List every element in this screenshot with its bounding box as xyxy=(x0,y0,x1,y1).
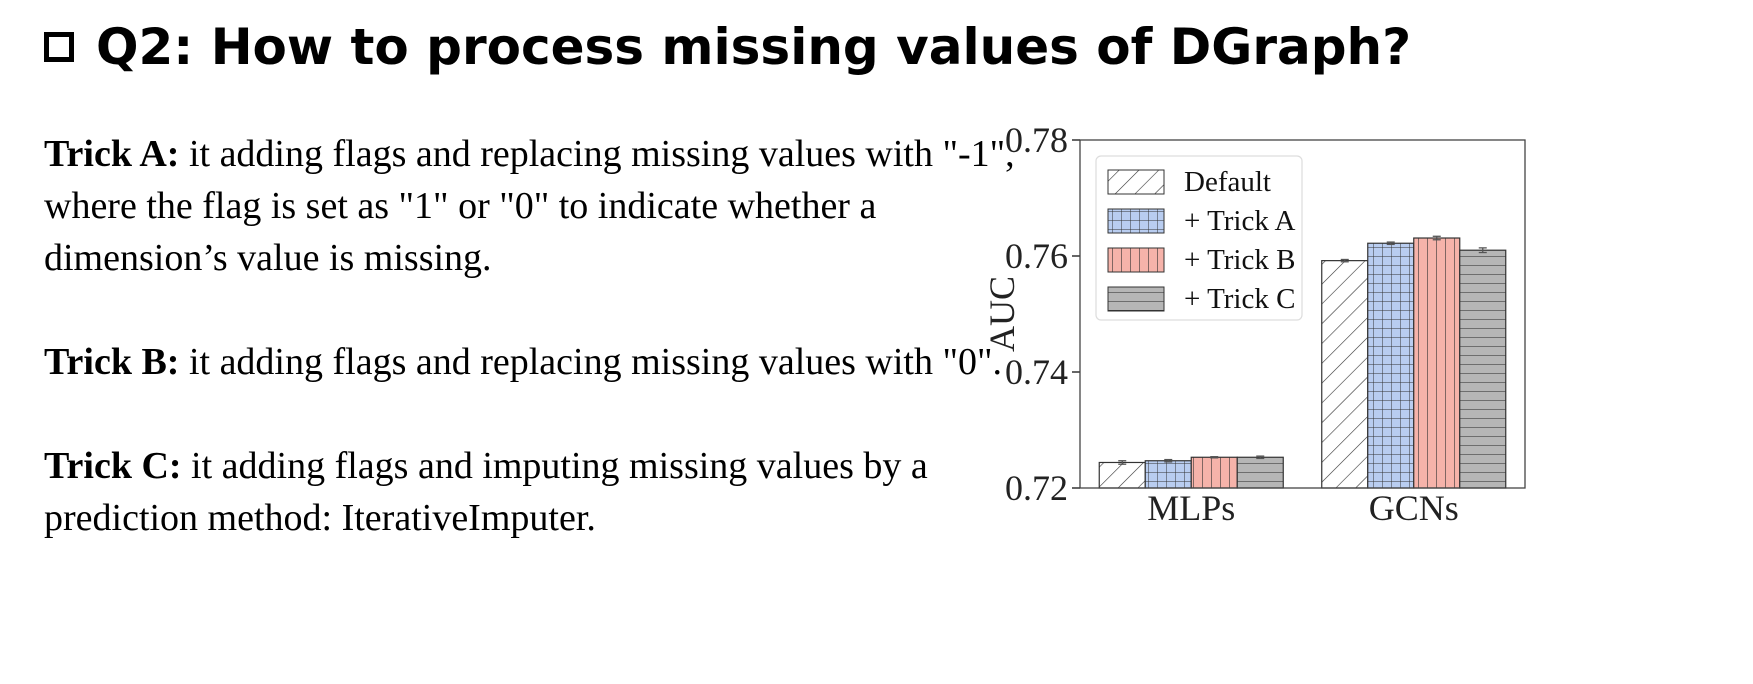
legend-label: + Trick A xyxy=(1184,205,1296,237)
trick-a-text: it adding flags and replacing missing values with "-1", where the flag is set as "1" or "0" to indicate whether a dimension’s value is missing. xyxy=(44,133,1015,279)
trick-b-label: Trick B: xyxy=(44,341,180,383)
y-tick-label: 0.78 xyxy=(1005,120,1068,160)
x-tick-label: MLPs xyxy=(1147,488,1236,528)
bar-gcns-trickc xyxy=(1460,250,1506,488)
y-tick-label: 0.72 xyxy=(1005,468,1068,508)
y-tick-label: 0.74 xyxy=(1005,352,1068,392)
legend-swatch xyxy=(1108,248,1164,272)
trick-c-paragraph xyxy=(44,440,1044,544)
y-tick-label: 0.76 xyxy=(1005,236,1068,276)
legend-label: + Trick B xyxy=(1184,244,1296,276)
bar-gcns-tricka xyxy=(1368,243,1414,488)
legend-swatch xyxy=(1108,170,1164,194)
tricks-text xyxy=(44,128,1044,596)
trick-b-paragraph xyxy=(44,336,1044,388)
trick-c-text: it adding flags and imputing missing values by a prediction method: IterativeImputer. xyxy=(44,445,928,539)
legend-label: + Trick C xyxy=(1184,283,1296,315)
slide-title-text: Q2: How to process missing values of DGraph? xyxy=(96,18,1412,76)
auc-bar-chart xyxy=(982,120,1720,600)
bar-gcns-trickb xyxy=(1414,238,1460,488)
trick-a-paragraph xyxy=(44,128,1044,284)
legend-label: Default xyxy=(1184,166,1271,198)
trick-c-label: Trick C: xyxy=(44,445,182,487)
checkbox-icon xyxy=(44,32,74,62)
legend-swatch xyxy=(1108,209,1164,233)
bar-mlps-trickc xyxy=(1237,457,1283,488)
legend-swatch xyxy=(1108,287,1164,311)
trick-a-label: Trick A: xyxy=(44,133,180,175)
x-tick-label: GCNs xyxy=(1368,488,1459,528)
bar-gcns-default xyxy=(1322,261,1368,488)
trick-b-text: it adding flags and replacing missing values with "0". xyxy=(179,341,1003,383)
bar-mlps-trickb xyxy=(1191,457,1237,488)
bar-mlps-default xyxy=(1099,462,1145,488)
slide-title xyxy=(44,18,1411,76)
bar-mlps-tricka xyxy=(1145,461,1191,488)
y-axis-label: AUC xyxy=(982,275,1022,353)
